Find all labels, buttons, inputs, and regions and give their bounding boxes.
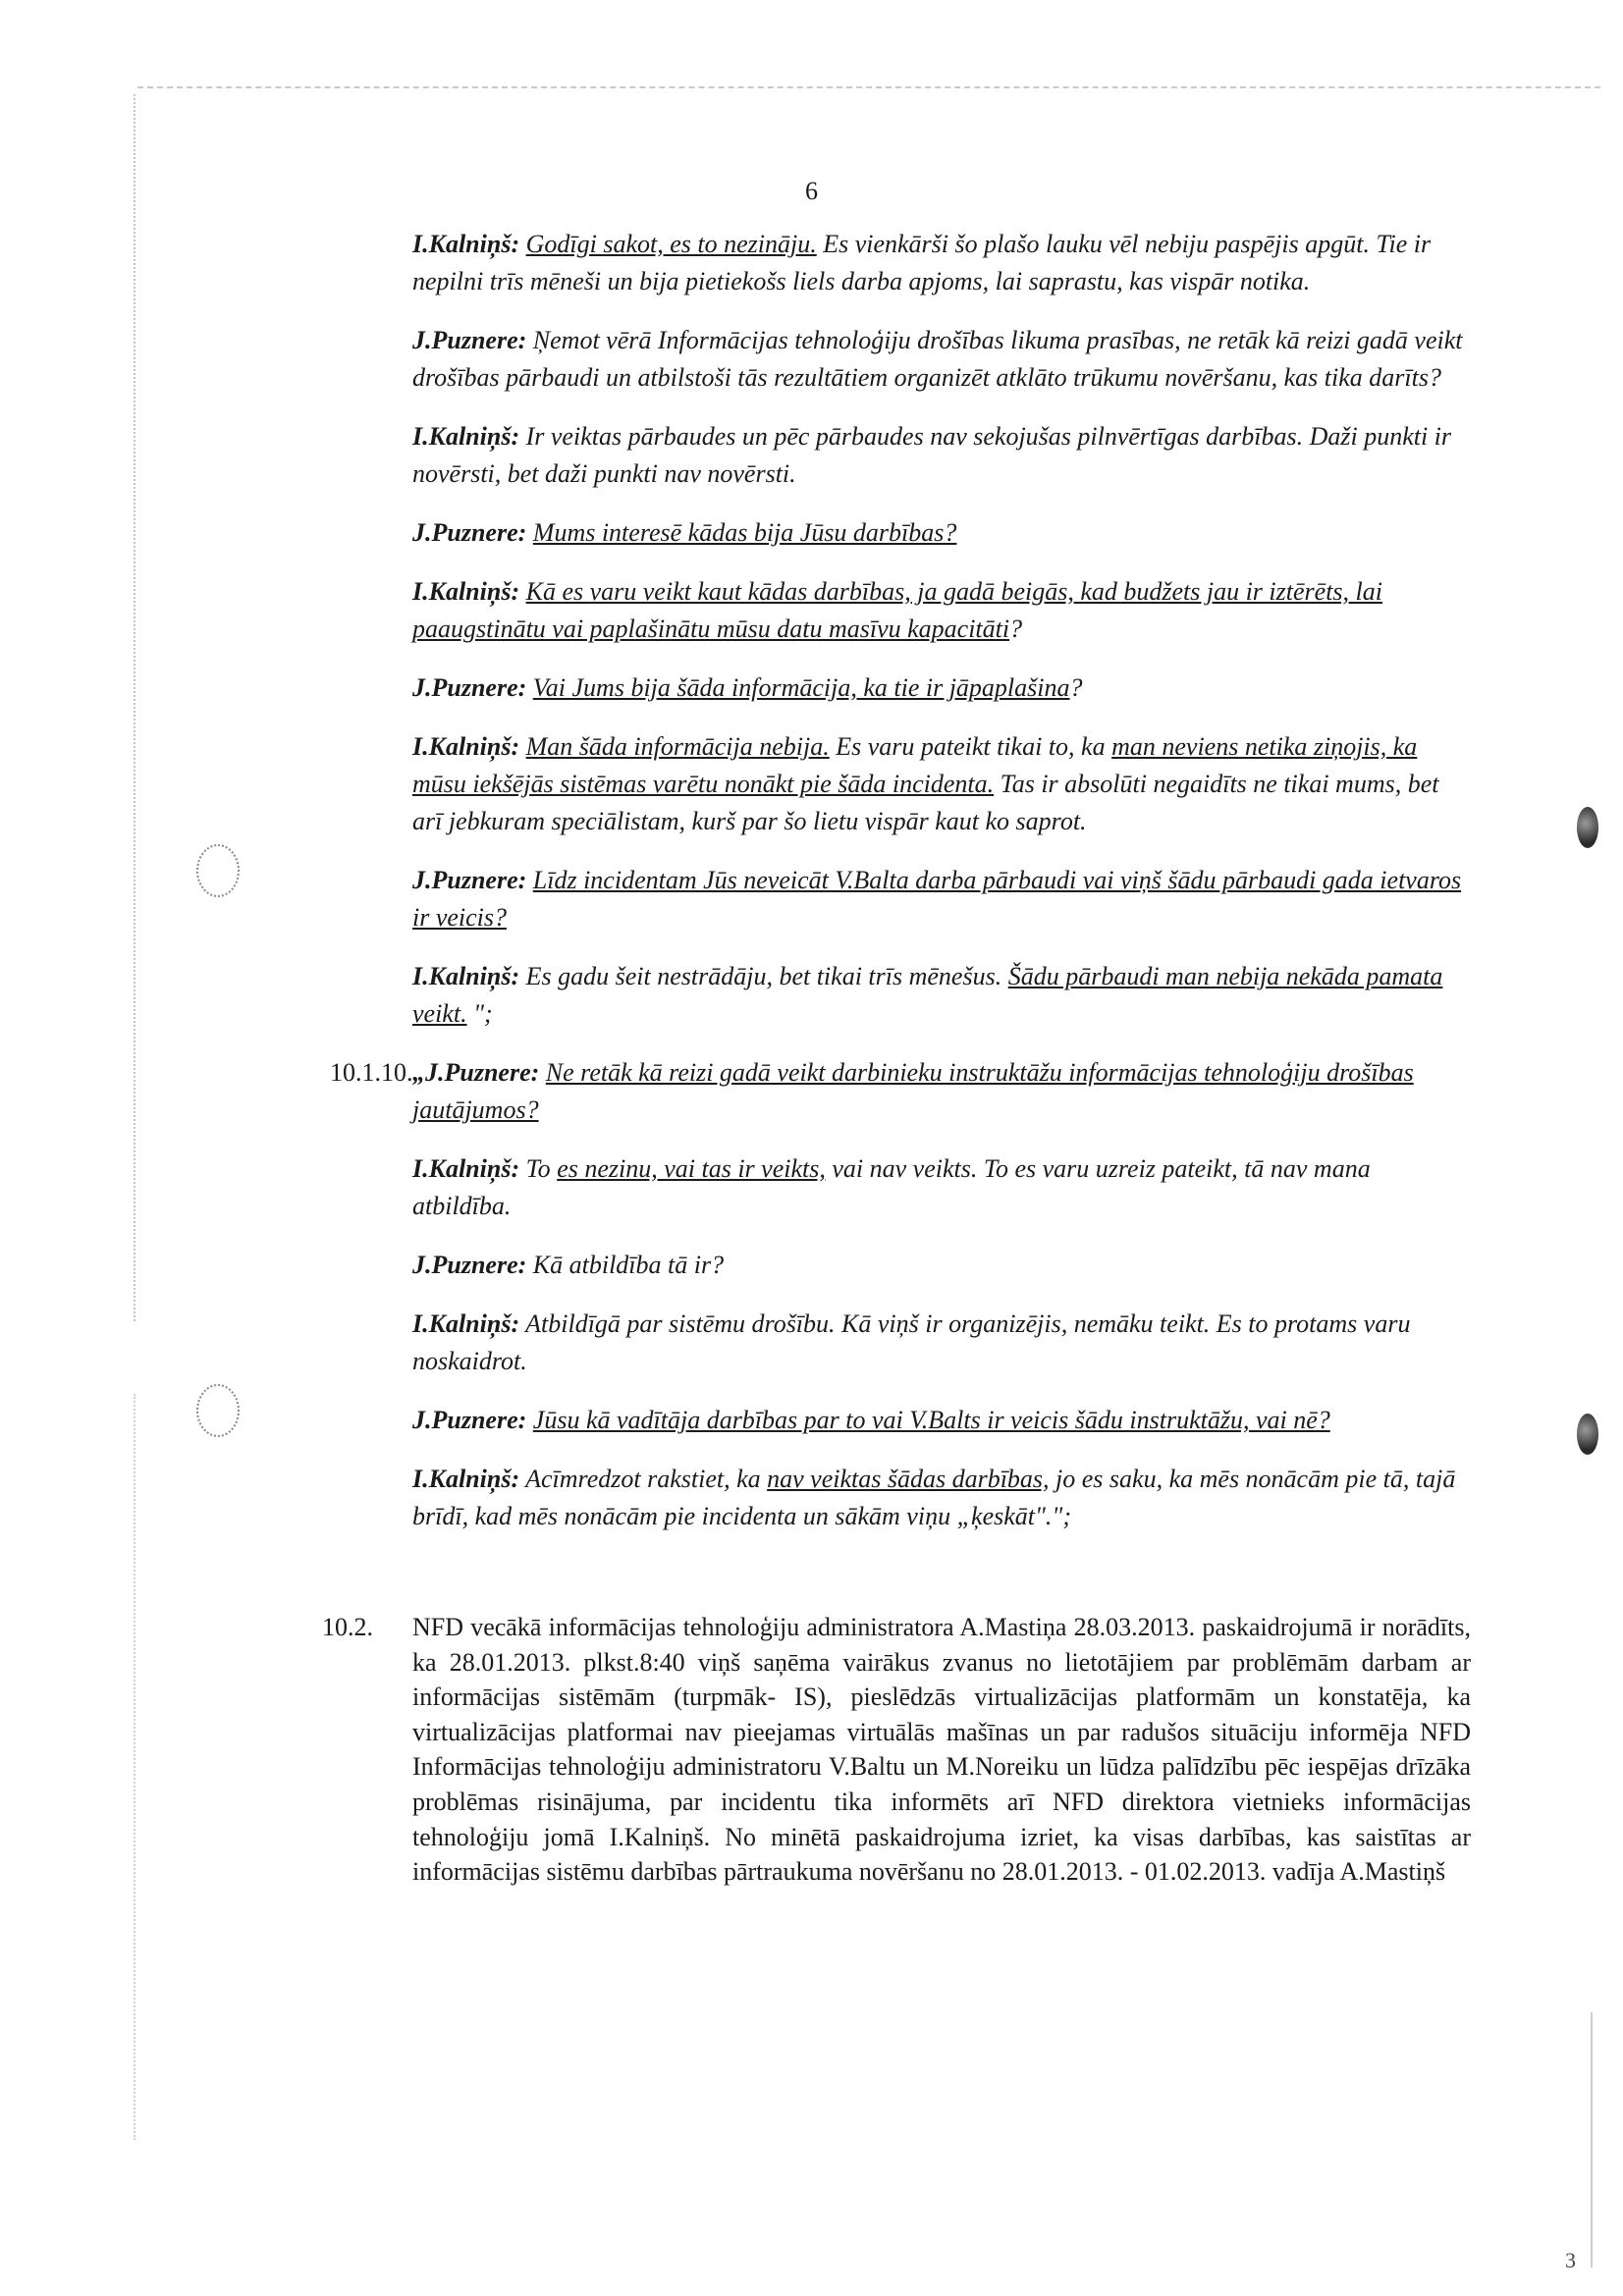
dialogue-entry	[412, 418, 1471, 493]
statement-text: Atbildīgā par sistēmu drošību. Kā viņš ir organizējis, nemāku teikt. Es to protams varu noskaidrot.	[412, 1309, 1411, 1375]
scan-edge-left	[134, 94, 135, 1321]
dialogue-entry	[412, 669, 1471, 707]
dialogue-entry	[412, 958, 1471, 1033]
statement-text: Tas ir absolūti negaidīts ne tikai mums, bet arī jebkuram speciālistam, kurš par šo lietu vispār kaut ko saprot.	[412, 770, 1439, 835]
dialogue-entry	[412, 728, 1471, 840]
page-corner-mark: 3	[1565, 2248, 1576, 2272]
statement-text: Es varu pateikt tikai to, ka	[829, 732, 1112, 761]
statement-text: Es gadu šeit nestrādāju, bet tikai trīs mēnešus.	[519, 962, 1008, 990]
section-text: NFD vecākā informācijas tehnoloģiju administratora A.Mastiņa 28.03.2013. paskaidrojumā ir norādīts, ka 28.01.2013. plkst.8:40 viņš saņēma vairākus zvanus no lietotājiem par problēmām darbam ar informācijas sistēmām (turpmāk- IS), pieslēdzās virtualizācijas platformām un konstatēja, ka virtualizācijas platformai nav pieejamas virtuālās mašīnas un par radušos situāciju informēja NFD Informācijas tehnoloģiju administratoru V.Baltu un M.Noreiku un lūdza palīdzību pēc iespējas drīzāka problēmas risinājuma, par incidentu tika informēts arī NFD direktora vietnieks informācijas tehnoloģiju jomā I.Kalniņš. No minētā paskaidrojuma izriet, ka visas darbības, kas saistītas ar informācijas sistēmu darbības pārtraukuma novēršanu no 28.01.2013. - 01.02.2013. vadīja A.Mastiņš	[412, 1613, 1471, 1887]
scan-edge-top	[137, 86, 1600, 88]
punch-hole-upper	[196, 844, 240, 897]
statement-text: ";	[466, 999, 493, 1028]
underlined-text: Jūsu kā vadītāja darbības par to vai V.Balts ir veicis šādu instruktāžu, vai nē?	[532, 1406, 1330, 1434]
dialogue-entry	[412, 862, 1471, 936]
underlined-text: Kā es varu veikt kaut kādas darbības, ja gadā beigās, kad budžets jau ir iztērēts, lai paaugstinātu vai paplašinātu mūsu datu masīvu kapacitāti	[412, 577, 1382, 643]
section-number: 10.2.	[322, 1613, 373, 1641]
underlined-text: Mums interesē kādas bija Jūsu darbības?	[532, 518, 957, 547]
speaker-name: J.Puznere:	[412, 326, 527, 354]
scan-edge-left-lower	[134, 1394, 135, 2140]
statement-text: jo es saku, ka mēs nonācām pie tā, tajā brīdī, kad mēs nonācām pie incidenta un sākām viņu „ķeskāt".";	[412, 1465, 1456, 1530]
dialogue-entry	[412, 226, 1471, 300]
speaker-name: J.Puznere:	[412, 866, 527, 894]
dialogue-entry	[412, 1150, 1471, 1225]
dialogue-entry	[412, 1461, 1471, 1535]
statement-text: ?	[1069, 673, 1083, 702]
speaker-name: I.Kalniņš:	[412, 1465, 520, 1493]
punch-hole-lower	[196, 1384, 240, 1437]
dialogue-entry	[330, 1054, 1471, 1129]
speaker-name: J.Puznere:	[412, 1406, 527, 1434]
speaker-name: I.Kalniņš:	[412, 1154, 520, 1183]
statement-text: Ir veiktas pārbaudes un pēc pārbaudes nav sekojušas pilnvērtīgas darbības. Daži punkti ir novērsti, bet daži punkti nav novērsti.	[412, 422, 1452, 488]
statement-text: To	[519, 1154, 558, 1183]
interview-transcript	[330, 226, 1471, 1557]
dialogue-entry	[412, 514, 1471, 552]
underlined-text: Ne retāk kā reizi gadā veikt darbinieku instruktāžu informācijas tehnoloģiju drošības jautājumos?	[412, 1058, 1414, 1124]
statement-text: vai nav veikts. To es varu uzreiz pateikt, tā nav mana atbildība.	[412, 1154, 1371, 1220]
underlined-text: Šādu pārbaudi man nebija nekāda pamata veikt.	[412, 962, 1443, 1028]
underlined-text: Vai Jums bija šāda informācija, ka tie ir jāpaplašina	[532, 673, 1070, 702]
speaker-name: I.Kalniņš:	[412, 962, 520, 990]
statement-text: Acīmredzot rakstiet, ka	[519, 1465, 768, 1493]
speaker-name: I.Kalniņš:	[412, 422, 520, 451]
underlined-text: Man šāda informācija nebija.	[525, 732, 830, 761]
speaker-name: J.Puznere:	[412, 1251, 527, 1279]
page-number: 6	[805, 177, 818, 205]
scan-edge-right	[1591, 2012, 1593, 2268]
dialogue-entry	[412, 573, 1471, 648]
statement-text: ?	[1009, 614, 1023, 643]
underlined-text: man neviens netika ziņojis, ka mūsu iekšējās sistēmas varētu nonākt pie šāda incidenta.	[412, 732, 1418, 798]
item-number: 10.1.10.	[330, 1058, 413, 1087]
speaker-name: J.Puznere:	[412, 673, 527, 702]
statement-text: Ņemot vērā Informācijas tehnoloģiju drošības likuma prasības, ne retāk kā reizi gadā veikt drošības pārbaudi un atbilstoši tās rezultātiem organizēt atklāto trūkumu novēršanu, kas tika darīts?	[412, 326, 1463, 392]
speaker-name: I.Kalniņš:	[412, 230, 520, 258]
section-10-2	[322, 1610, 1471, 1890]
speaker-name: I.Kalniņš:	[412, 577, 520, 606]
dialogue-entry	[412, 1306, 1471, 1380]
dialogue-entry	[412, 1247, 1471, 1284]
speaker-name: „J.Puznere:	[412, 1058, 540, 1087]
dialogue-entry	[412, 1402, 1471, 1439]
binding-mark-lower	[1577, 1414, 1598, 1455]
binding-mark-upper	[1577, 807, 1598, 848]
underlined-text: nav veiktas šādas darbības,	[767, 1465, 1050, 1493]
underlined-text: Godīgi sakot, es to nezināju.	[525, 230, 817, 258]
speaker-name: J.Puznere:	[412, 518, 527, 547]
underlined-text: es nezinu, vai tas ir veikts,	[557, 1154, 826, 1183]
dialogue-entry	[412, 322, 1471, 397]
speaker-name: I.Kalniņš:	[412, 732, 520, 761]
underlined-text: Līdz incidentam Jūs neveicāt V.Balta darba pārbaudi vai viņš šādu pārbaudi gada ietvaros ir veicis?	[412, 866, 1462, 932]
speaker-name: I.Kalniņš:	[412, 1309, 520, 1338]
statement-text: Kā atbildība tā ir?	[526, 1251, 725, 1279]
statement-text: Es vienkārši šo plašo lauku vēl nebiju paspējis apgūt. Tie ir nepilni trīs mēneši un bija pietiekošs liels darba apjoms, lai saprastu, kas vispār notika.	[412, 230, 1432, 295]
